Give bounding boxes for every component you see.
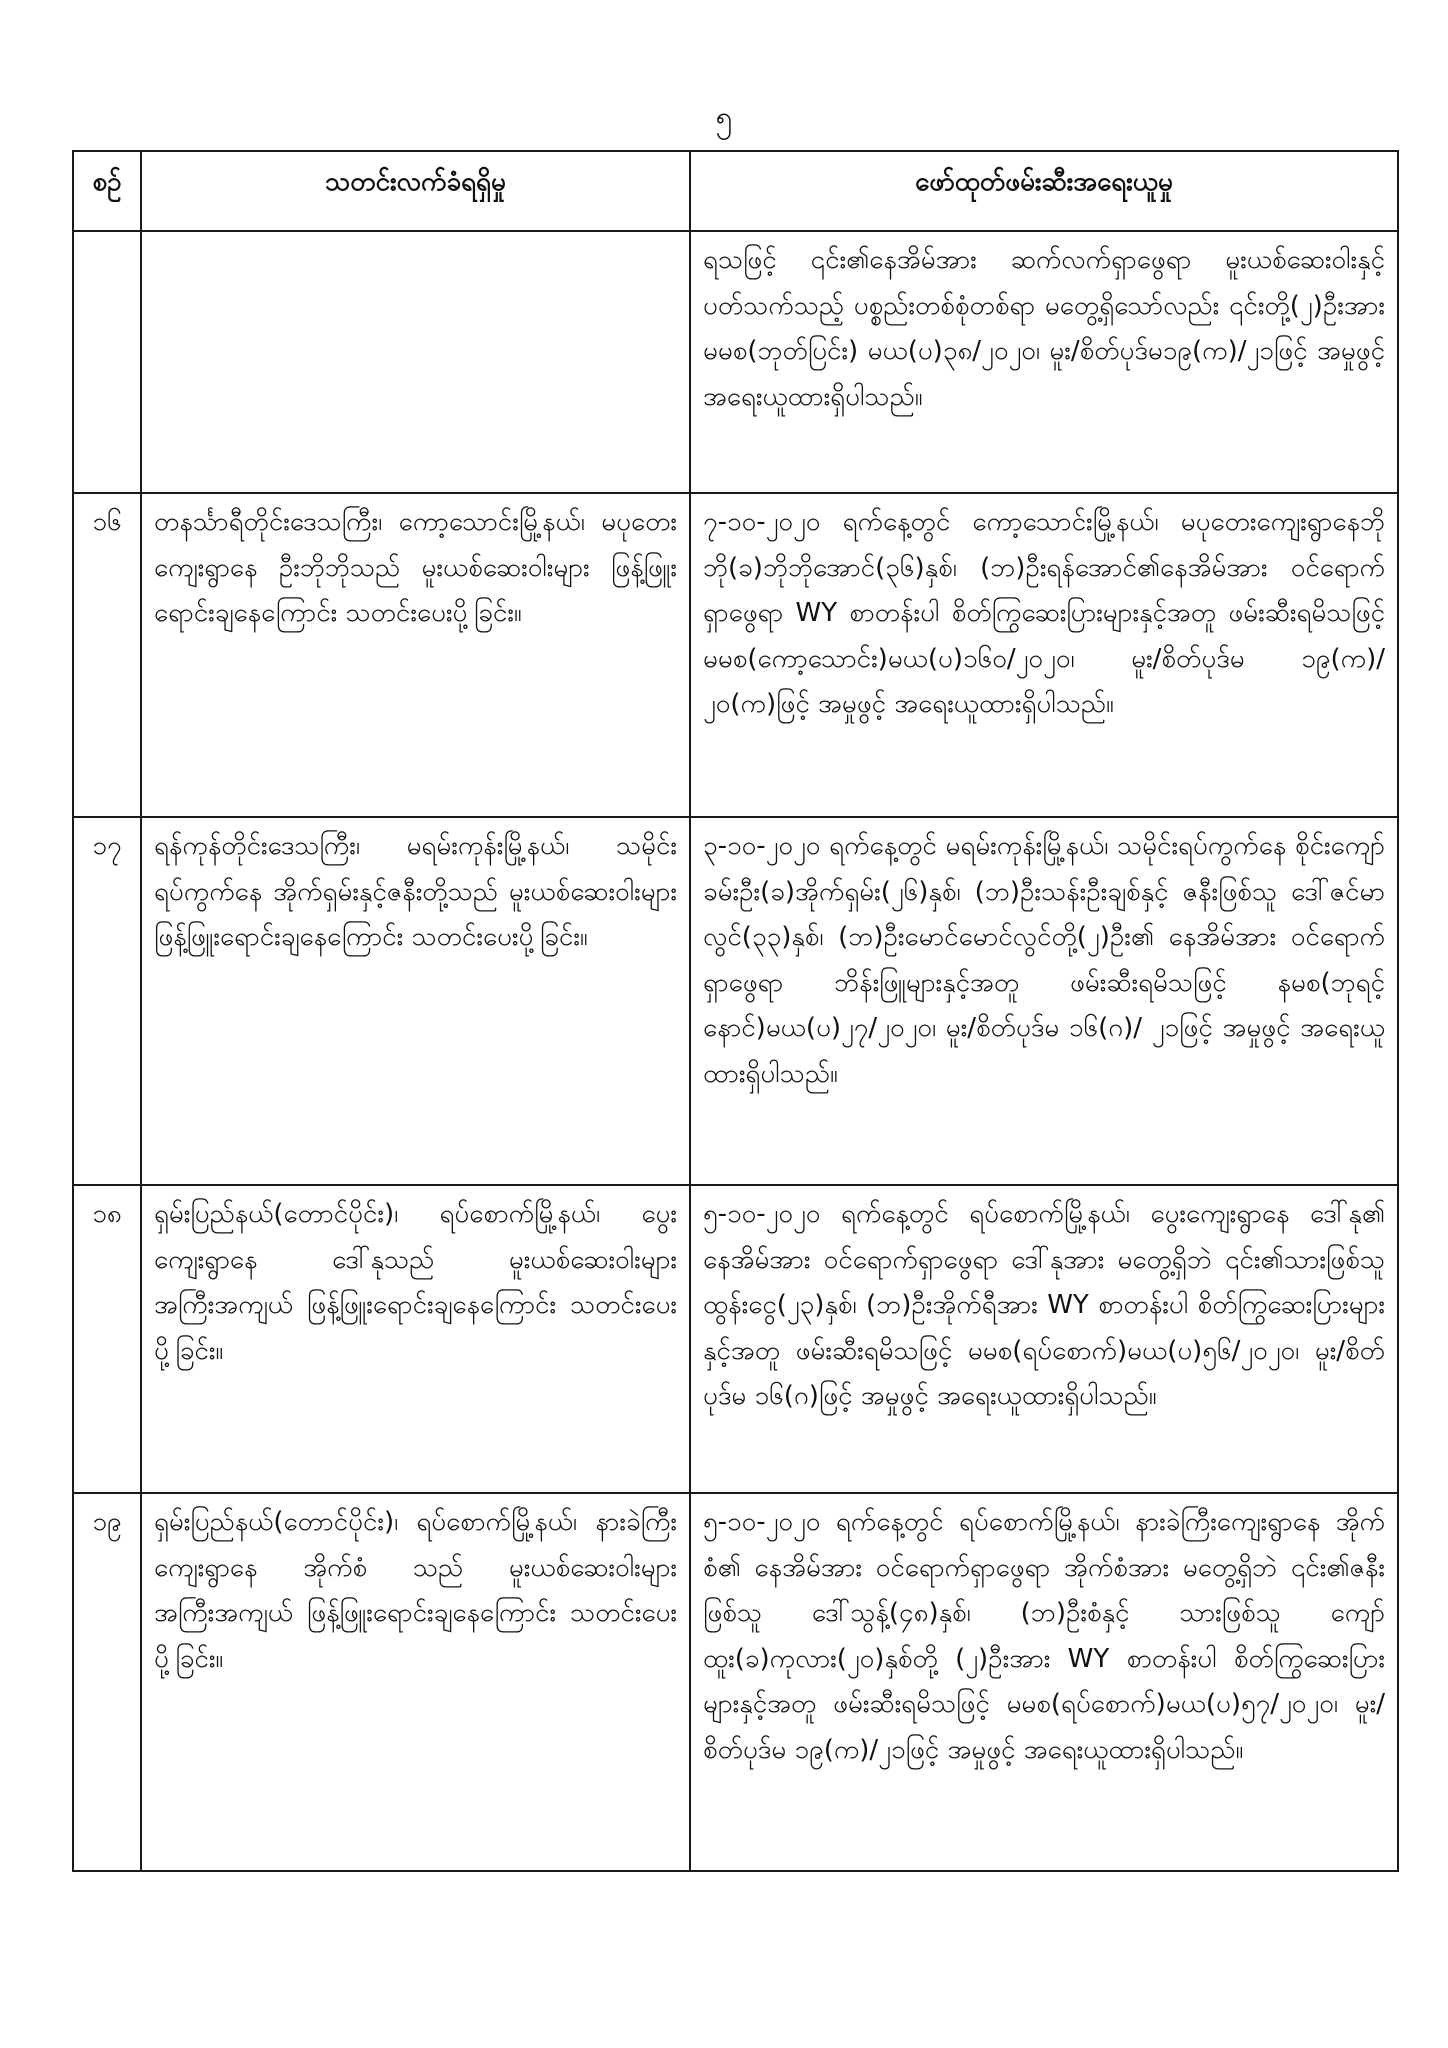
row-number	[73, 231, 141, 493]
table-row	[73, 817, 1398, 1185]
column-header-action-taken: ဖော်ထုတ်ဖမ်းဆီးအရေးယူမှု	[690, 151, 1398, 231]
action-taken-cell: ရသဖြင့် ၎င်း၏နေအိမ်အား ဆက်လက်ရှာဖွေရာ မူးယစ်ဆေးဝါးနှင့် ပတ်သက်သည့် ပစ္စည်းတစ်စုံတစ်ရာ မတွေ့ရှိသော်လည်း ၎င်းတို့(၂)ဦးအား မမစ(ဘုတ်ပြင်း) မယ(ပ)၃၈/၂၀၂၀၊ မူး/စိတ်ပုဒ်မ၁၉(က)/၂၁ဖြင့် အမှုဖွင့်အရေးယူထားရှိပါသည်။	[690, 231, 1398, 493]
action-taken-cell: ၅-၁၀-၂၀၂၀ ရက်နေ့တွင် ရပ်စောက်မြို့နယ်၊ ပွေးကျေးရွာနေ ဒေါ်နု၏ နေအိမ်အား ဝင်ရောက်ရှာဖွေရာ ဒေါ်နုအား မတွေ့ရှိဘဲ ၎င်း၏သားဖြစ်သူထွန်းငွေ(၂၃)နှစ်၊ (ဘ)ဦးအိုက်ရီအား WY စာတန်းပါ စိတ်ကြွဆေးပြားများနှင့်အတူ ဖမ်းဆီးရမိသဖြင့် မမစ(ရပ်စောက်)မယ(ပ)၅၆/၂၀၂၀၊ မူး/စိတ်ပုဒ်မ ၁၆(ဂ)ဖြင့် အမှုဖွင့် အရေးယူထားရှိပါသည်။	[690, 1185, 1398, 1493]
info-received-cell: ရှမ်းပြည်နယ်(တောင်ပိုင်း)၊ ရပ်စောက်မြို့နယ်၊ ပွေးကျေးရွာနေ ဒေါ်နုသည် မူးယစ်ဆေးဝါးများ အကြီးအကျယ် ဖြန့်ဖြူးရောင်းချနေကြောင်း သတင်းပေးပို့ခြင်း။	[141, 1185, 690, 1493]
row-number: ၁၈	[73, 1185, 141, 1493]
row-number: ၁၇	[73, 817, 141, 1185]
row-number: ၁၆	[73, 493, 141, 817]
info-received-cell: ရှမ်းပြည်နယ်(တောင်ပိုင်း)၊ ရပ်စောက်မြို့နယ်၊ နားခဲကြီးကျေးရွာနေ အိုက်စံ သည် မူးယစ်ဆေးဝါးများ အကြီးအကျယ် ဖြန့်ဖြူးရောင်းချနေကြောင်း သတင်းပေးပို့ခြင်း။	[141, 1493, 690, 1871]
page-number: ၅	[715, 100, 733, 135]
info-received-cell: ရန်ကုန်တိုင်းဒေသကြီး၊ မရမ်းကုန်းမြို့နယ်၊ သမိုင်းရပ်ကွက်နေ အိုက်ရှမ်းနှင့်ဇနီးတို့သည် မူးယစ်ဆေးဝါးများ ဖြန့်ဖြူးရောင်းချနေကြောင်း သတင်းပေးပို့ခြင်း။	[141, 817, 690, 1185]
info-received-cell	[141, 231, 690, 493]
row-number: ၁၉	[73, 1493, 141, 1871]
action-taken-cell: ၃-၁၀-၂၀၂၀ ရက်နေ့တွင် မရမ်းကုန်းမြို့နယ်၊ သမိုင်းရပ်ကွက်နေ စိုင်းကျော်ခမ်းဦး(ခ)အိုက်ရှမ်း(၂၆)နှစ်၊ (ဘ)ဦးသန်းဦးချစ်နှင့် ဇနီးဖြစ်သူ ဒေါ်ဇင်မာလွင်(၃၃)နှစ်၊ (ဘ)ဦးမောင်မောင်လွင်တို့(၂)ဦး၏ နေအိမ်အား ဝင်ရောက်ရှာဖွေရာ ဘိန်းဖြူများနှင့်အတူ ဖမ်းဆီးရမိသဖြင့် နမစ(ဘုရင့်နောင်)မယ(ပ)၂၇/၂၀၂၀၊ မူး/စိတ်ပုဒ်မ ၁၆(ဂ)/ ၂၁ဖြင့် အမှုဖွင့် အရေးယူထားရှိပါသည်။	[690, 817, 1398, 1185]
action-taken-cell: ၇-၁၀-၂၀၂၀ ရက်နေ့တွင် ကော့သောင်းမြို့နယ်၊ မပုတေးကျေးရွာနေဘိုဘို(ခ)ဘိုဘိုအောင်(၃၆)နှစ်၊ (ဘ)ဦးရန်အောင်၏နေအိမ်အား ဝင်ရောက်ရှာဖွေရာ WY စာတန်းပါ စိတ်ကြွဆေးပြားများနှင့်အတူ ဖမ်းဆီးရမိသဖြင့် မမစ(ကော့သောင်း)မယ(ပ)၁၆၀/၂၀၂၀၊ မူး/စိတ်ပုဒ်မ ၁၉(က)/၂၀(က)ဖြင့် အမှုဖွင့် အရေးယူထားရှိပါသည်။	[690, 493, 1398, 817]
action-taken-cell: ၅-၁၀-၂၀၂၀ ရက်နေ့တွင် ရပ်စောက်မြို့နယ်၊ နားခဲကြီးကျေးရွာနေ အိုက်စံ၏ နေအိမ်အား ဝင်ရောက်ရှာဖွေရာ အိုက်စံအား မတွေ့ရှိဘဲ ၎င်း၏ဇနီးဖြစ်သူ ဒေါ်သွန့်(၄၈)နှစ်၊ (ဘ)ဦးစံနှင့် သားဖြစ်သူ ကျော်ထူး(ခ)ကုလား(၂၀)နှစ်တို့ (၂)ဦးအား WY စာတန်းပါ စိတ်ကြွဆေးပြားများနှင့်အတူ ဖမ်းဆီးရမိသဖြင့် မမစ(ရပ်စောက်)မယ(ပ)၅၇/၂၀၂၀၊ မူး/စိတ်ပုဒ်မ ၁၉(က)/၂၁ဖြင့် အမှုဖွင့် အရေးယူထားရှိပါသည်။	[690, 1493, 1398, 1871]
column-header-info-received: သတင်းလက်ခံရရှိမှု	[141, 151, 690, 231]
table-row	[73, 231, 1398, 493]
drug-case-table	[72, 150, 1399, 1872]
table-row	[73, 1185, 1398, 1493]
info-received-cell: တနင်္သာရီတိုင်းဒေသကြီး၊ ကော့သောင်းမြို့နယ်၊ မပုတေးကျေးရွာနေ ဦးဘိုဘိုသည် မူးယစ်ဆေးဝါးများ ဖြန့်ဖြူးရောင်းချနေကြောင်း သတင်းပေးပို့ခြင်း။	[141, 493, 690, 817]
column-header-no: စဉ်	[73, 151, 141, 231]
table-row	[73, 1493, 1398, 1871]
table-row	[73, 493, 1398, 817]
table-header-row	[73, 151, 1398, 231]
